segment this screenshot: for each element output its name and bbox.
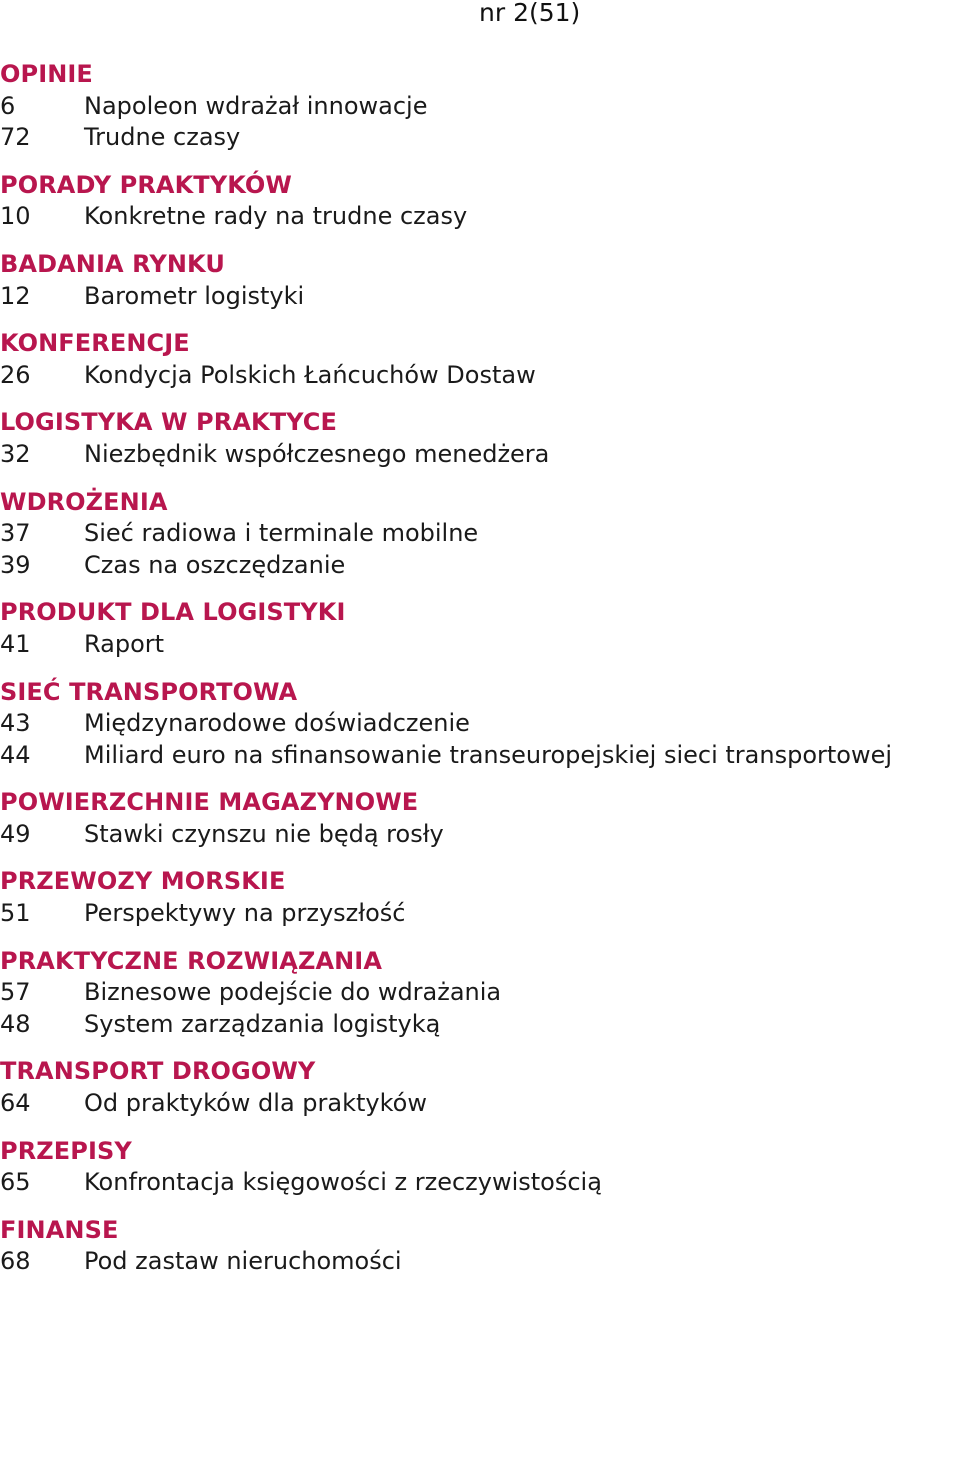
toc-entry[interactable] — [0, 977, 960, 1009]
toc-section-przewozy-morskie — [0, 866, 960, 929]
toc-section-finanse — [0, 1215, 960, 1278]
section-heading: KONFERENCJE — [0, 329, 190, 358]
section-heading: OPINIE — [0, 60, 93, 88]
entry-page-number: 10 — [0, 202, 31, 231]
toc-section-porady-praktykow — [0, 170, 960, 233]
entry-page-number: 12 — [0, 281, 31, 310]
toc-entry[interactable] — [0, 122, 960, 154]
entry-title: Pod zastaw nieruchomości — [84, 1247, 402, 1276]
toc-entry[interactable] — [0, 281, 960, 313]
entry-page-number: 57 — [0, 978, 31, 1007]
toc-section-opinie — [0, 59, 960, 154]
entry-title: Czas na oszczędzanie — [84, 550, 346, 579]
toc-section-siec-transportowa — [0, 677, 960, 772]
issue-number: nr 2(51) — [479, 0, 581, 27]
entry-title: Miliard euro na sfinansowanie transeuropejskiej sieci transportowej — [84, 740, 893, 769]
section-heading: PRAKTYCZNE ROZWIĄZANIA — [0, 946, 383, 975]
entry-title: Niezbędnik współczesnego menedżera — [84, 439, 550, 468]
entry-title: Biznesowe podejście do wdrażania — [84, 978, 502, 1007]
toc-entry[interactable] — [0, 629, 960, 661]
entry-title: Międzynarodowe doświadczenie — [84, 709, 470, 738]
toc-entry[interactable] — [0, 708, 960, 740]
entry-page-number: 32 — [0, 439, 31, 468]
entry-title: Konkretne rady na trudne czasy — [84, 202, 468, 231]
toc-entry[interactable] — [0, 360, 960, 392]
entry-title: Kondycja Polskich Łańcuchów Dostaw — [84, 360, 536, 389]
section-heading: BADANIA RYNKU — [0, 249, 225, 278]
toc-entry[interactable] — [0, 1088, 960, 1120]
entry-title: Napoleon wdrażał innowacje — [84, 91, 428, 120]
entry-page-number: 48 — [0, 1009, 31, 1038]
section-heading: POWIERZCHNIE MAGAZYNOWE — [0, 788, 419, 817]
entry-page-number: 51 — [0, 899, 31, 928]
section-heading: PRODUKT DLA LOGISTYKI — [0, 598, 346, 627]
entry-page-number: 72 — [0, 123, 31, 152]
section-heading: LOGISTYKA W PRAKTYCE — [0, 408, 338, 437]
toc-entry[interactable] — [0, 819, 960, 851]
toc-section-powierzchnie-magazynowe — [0, 787, 960, 850]
entry-page-number: 44 — [0, 740, 31, 769]
entry-page-number: 39 — [0, 550, 31, 579]
entry-page-number: 68 — [0, 1247, 31, 1276]
section-heading: WDROŻENIA — [0, 487, 168, 516]
entry-title: Raport — [84, 629, 165, 658]
toc-entry[interactable] — [0, 91, 960, 123]
entry-page-number: 37 — [0, 519, 31, 548]
entry-page-number: 49 — [0, 819, 31, 848]
section-heading: PRZEPISY — [0, 1136, 132, 1165]
toc-entry[interactable] — [0, 1167, 960, 1199]
entry-title: Barometr logistyki — [84, 281, 305, 310]
entry-title: Od praktyków dla praktyków — [84, 1089, 427, 1118]
toc-entry[interactable] — [0, 518, 960, 550]
toc-entry[interactable] — [0, 201, 960, 233]
entry-page-number: 6 — [0, 91, 16, 120]
entry-title: Perspektywy na przyszłość — [84, 899, 406, 928]
toc-section-konferencje — [0, 328, 960, 391]
entry-page-number: 64 — [0, 1089, 31, 1118]
toc-entry[interactable] — [0, 740, 960, 772]
toc-section-produkt-dla-logistyki — [0, 597, 960, 660]
toc-entry[interactable] — [0, 1009, 960, 1041]
toc-section-wdrozenia — [0, 487, 960, 582]
toc-entry[interactable] — [0, 1246, 960, 1278]
entry-page-number: 41 — [0, 629, 31, 658]
section-heading: PORADY PRAKTYKÓW — [0, 170, 292, 199]
table-of-contents — [0, 59, 960, 1294]
entry-title: Stawki czynszu nie będą rosły — [84, 819, 444, 848]
entry-title: Trudne czasy — [84, 123, 241, 152]
entry-title: Konfrontacja księgowości z rzeczywistością — [84, 1168, 602, 1197]
section-heading: FINANSE — [0, 1215, 119, 1244]
toc-section-badania-rynku — [0, 249, 960, 312]
entry-title: Sieć radiowa i terminale mobilne — [84, 519, 479, 548]
entry-title: System zarządzania logistyką — [84, 1009, 441, 1038]
entry-page-number: 26 — [0, 360, 31, 389]
entry-page-number: 43 — [0, 709, 31, 738]
toc-entry[interactable] — [0, 898, 960, 930]
toc-section-przepisy — [0, 1136, 960, 1199]
toc-section-logistyka-w-praktyce — [0, 407, 960, 470]
section-heading: SIEĆ TRANSPORTOWA — [0, 677, 298, 706]
toc-entry[interactable] — [0, 550, 960, 582]
section-heading: PRZEWOZY MORSKIE — [0, 867, 286, 896]
toc-section-praktyczne-rozwiazania — [0, 946, 960, 1041]
toc-section-transport-drogowy — [0, 1056, 960, 1119]
entry-page-number: 65 — [0, 1168, 31, 1197]
toc-entry[interactable] — [0, 439, 960, 471]
section-heading: TRANSPORT DROGOWY — [0, 1057, 316, 1086]
